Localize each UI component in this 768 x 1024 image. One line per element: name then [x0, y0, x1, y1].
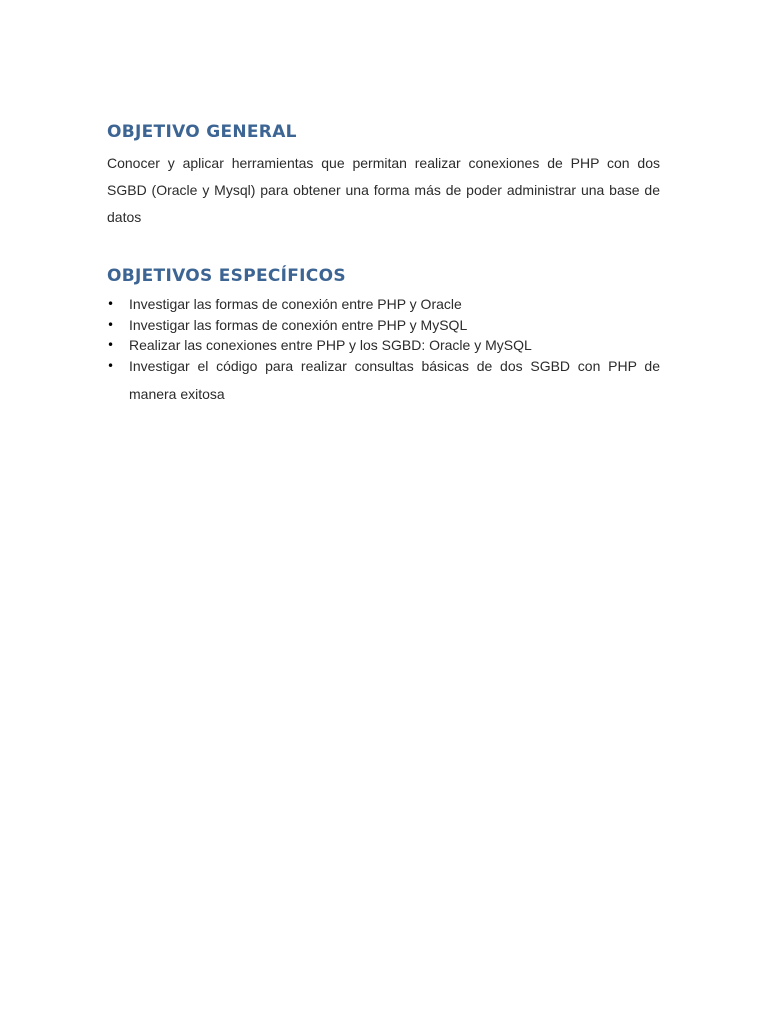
list-item	[107, 294, 660, 315]
paragraph-objetivo-general: Conocer y aplicar herramientas que permitan realizar conexiones de PHP con dos SGBD (Oracle y Mysql) para obtener una forma más de poder administrar una base de datos	[107, 155, 660, 225]
bullet-list	[107, 294, 660, 408]
heading-objetivos-especificos: OBJETIVOS ESPECÍFICOS	[107, 266, 346, 286]
bullet-icon: •	[107, 358, 115, 373]
bullet-icon: •	[107, 297, 115, 311]
bullet-icon: •	[107, 338, 115, 352]
list-item-text: Investigar las formas de conexión entre PHP y Oracle	[129, 296, 462, 312]
document-page	[107, 120, 660, 408]
list-item-text: Realizar las conexiones entre PHP y los SGBD: Oracle y MySQL	[129, 337, 532, 353]
list-item-text: Investigar las formas de conexión entre PHP y MySQL	[129, 316, 468, 333]
list-item	[107, 315, 660, 336]
list-item-text: Investigar el código para realizar consultas básicas de dos SGBD con PHP de manera exitosa	[129, 357, 660, 402]
list-item	[107, 352, 660, 408]
bullet-icon: •	[107, 317, 115, 332]
heading-objetivo-general: OBJETIVO GENERAL	[107, 122, 297, 142]
